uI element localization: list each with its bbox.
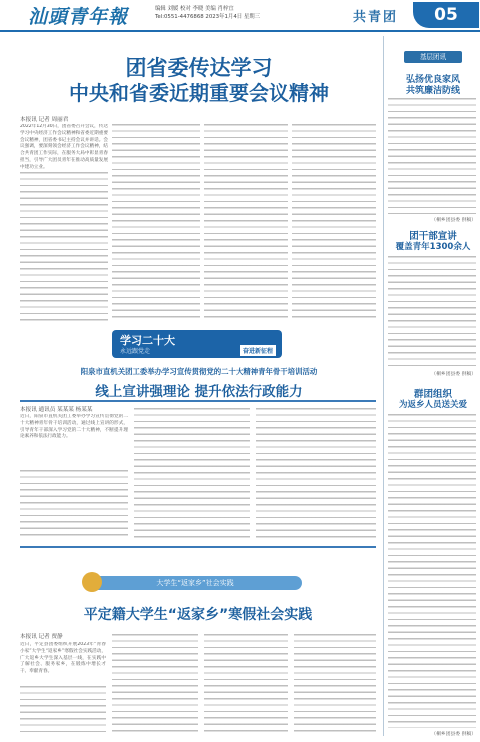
bottom-body-column-4 — [294, 634, 376, 736]
sidebar-banner — [384, 48, 480, 66]
bottom-byline: 本报讯 记者 贾静 — [20, 634, 63, 640]
masthead-info — [155, 5, 260, 21]
lead-headline-line2: 中央和省委近期重要会议精神 — [69, 81, 329, 105]
sidebar-item3-title-line1: 群团组织 — [413, 389, 452, 400]
masthead-info-date: Tel:0551-4476868 2023年1月4日 星期三 — [155, 14, 261, 20]
study-banner — [112, 330, 282, 358]
section-name: 共青团 — [353, 10, 399, 25]
lead-body-column-3 — [204, 124, 288, 322]
study-body-column-1 — [20, 470, 128, 538]
masthead-info-editors: 编辑 刘媛 校对 李晓 美编 肖梓宜 — [155, 6, 234, 12]
sidebar-item3-body — [388, 414, 476, 728]
sidebar-item2-body — [388, 256, 476, 368]
bottom-headline: 平定籍大学生“返家乡”寒假社会实践 — [83, 607, 313, 623]
lead-body-column-4 — [292, 124, 376, 322]
study-banner-subtitle: 永远跟党走 — [120, 348, 151, 355]
sidebar-item1-title-line1: 弘扬优良家风 — [405, 75, 460, 85]
study-banner-title: 学习二十大 — [120, 334, 175, 347]
study-kicker: 阳泉市直机关团工委举办学习宣传贯彻党的二十大精神青年骨干培训活动 — [80, 367, 318, 376]
lead-paragraph: 2022年12月30日，团省委召开会议，传达学习中央经济工作会议精神和省委近期重要会议精神，团省委书记主持会议并讲话。会议强调，要深刻领会经济工作会议精神，结合共青团工作实际，在服务大局中彰显青春担当，引导广大团员青年在推动高质量发展中建功立业。 — [20, 124, 108, 170]
sidebar-item2-title-line2: 覆盖青年1300余人 — [395, 242, 471, 252]
study-headline: 线上宣讲强理论 提升依法行政能力 — [95, 384, 303, 400]
study-banner-tag: 奋进新征程 — [240, 345, 276, 356]
masthead-logo: 汕頭青年報 — [28, 6, 129, 28]
study-body-column-2 — [134, 408, 250, 538]
sidebar-item3-title-line2: 为返乡人员送关爱 — [398, 400, 467, 410]
column-divider — [383, 36, 384, 736]
page-number-tab: 05 — [413, 2, 479, 28]
bottom-paragraph: 近日，平定县团委组织开展2023年“青春小家”大学生“返家乡”寒假社会实践活动，广大返乡大学生深入基层一线，在实践中了解社会、服务家乡，在锻炼中增长才干、奉献青春。 — [20, 642, 106, 675]
sidebar-item1-body — [388, 98, 476, 214]
knot-icon — [82, 572, 102, 592]
lead-headline-line1: 团省委传达学习 — [125, 56, 273, 80]
bottom-ribbon — [88, 576, 302, 590]
lead-body-column-1 — [20, 172, 108, 322]
study-rule — [20, 400, 376, 402]
sidebar-item3-credit: （桐乡团县委 供稿） — [431, 732, 476, 737]
sidebar-banner-label: 基层团讯 — [404, 51, 462, 63]
bottom-body-column-3 — [204, 634, 288, 736]
lead-byline: 本报讯 记者 周丽君 — [20, 117, 69, 123]
bottom-body-column-2 — [112, 634, 198, 736]
sidebar-item2-credit: （桐乡团县委 供稿） — [431, 372, 476, 377]
study-paragraph: 近日，阳泉市直机关团工委举办学习宣传贯彻党的二十大精神青年骨干培训活动，通过线上宣讲的形式，引导青年干部深入学习党的二十大精神，不断提升理论素养和依法行政能力。 — [20, 414, 128, 440]
masthead-rule — [0, 30, 480, 32]
sidebar-item1-credit: （桐乡团县委 供稿） — [431, 218, 476, 223]
bottom-ribbon-label: 大学生“返家乡”社会实践 — [156, 579, 234, 587]
study-bottom-rule — [20, 546, 376, 548]
bottom-body-column-1 — [20, 686, 106, 736]
lead-body-column-2 — [112, 124, 200, 322]
sidebar-item1-title-line2: 共筑廉洁防线 — [405, 86, 460, 96]
study-body-column-3 — [256, 408, 376, 538]
sidebar-item2-title-line1: 团干部宣讲 — [409, 231, 457, 242]
study-byline: 本报讯 通讯员 某某某 杨某某 — [20, 407, 93, 413]
